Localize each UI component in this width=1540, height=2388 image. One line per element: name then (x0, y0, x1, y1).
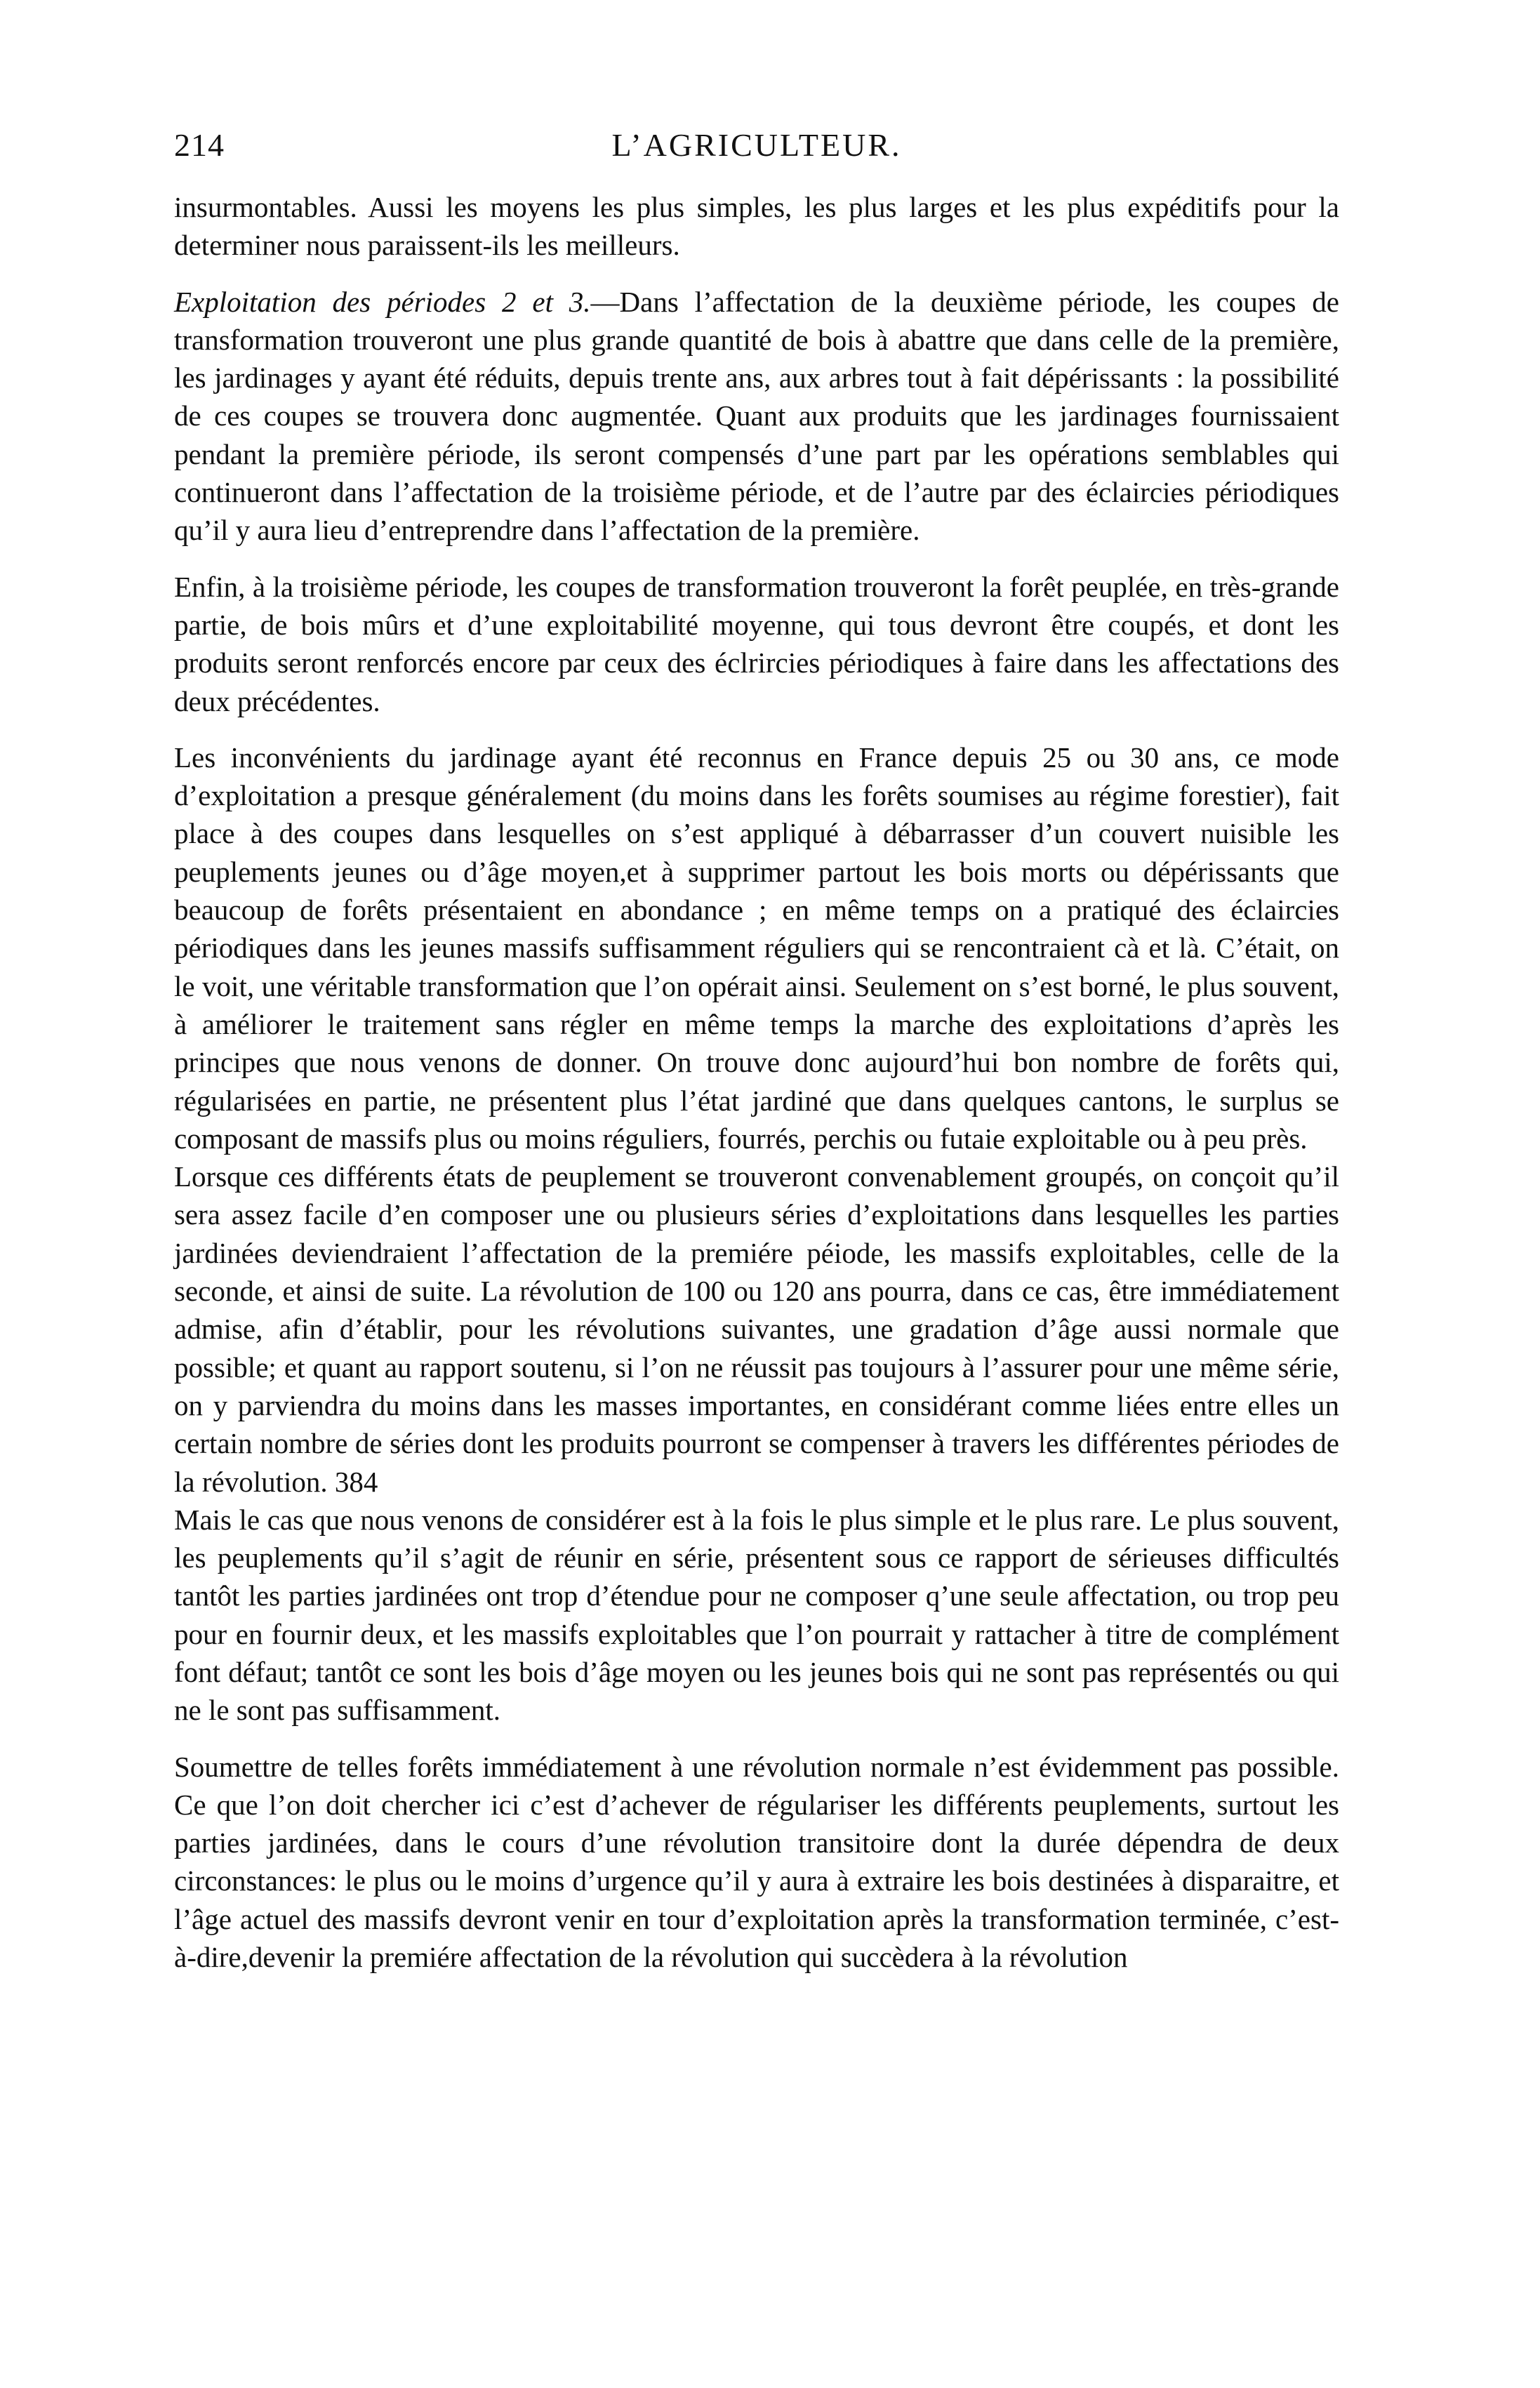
paragraph-6 (174, 1501, 1339, 1730)
paragraph-1 (174, 188, 1339, 265)
paragraph-4-text: Les inconvénients du jardinage ayant été reconnus en France depuis 25 ou 30 ans, ce mode d’exploitation a presque généralement (du moins dans les forêts soumises au régime forestier), fait place à des coupes dans lesquelles on s’est appliqué à débarrasser d’un couvert nuisible les peuplements jeunes ou d’âge moyen,et à supprimer partout les bois morts ou dépérissants que beaucoup de forêts présentaient en abondance ; en même temps on a pratiqué des éclaircies périodiques dans les jeunes massifs suffisamment réguliers qui se rencontraient cà et là. C’était, on le voit, une véritable transformation que l’on opérait ainsi. Seulement on s’est borné, le plus souvent, à améliorer le traitement sans régler en même temps la marche des exploitations d’après les principes que nous venons de donner. On trouve donc aujourd’hui bon nombre de forêts qui, régularisées en partie, ne présentent plus l’état jardiné que dans quelques cantons, le surplus se composant de massifs plus ou moins réguliers, fourrés, perchis ou futaie exploitable ou à peu près. (174, 741, 1339, 1155)
running-title: L’AGRICULTEUR. (611, 127, 902, 163)
page-header (174, 126, 1339, 175)
paragraph-2 (174, 283, 1339, 550)
paragraph-5 (174, 1157, 1339, 1501)
paragraph-3-text: Enfin, à la troisième période, les coupes de transformation trouveront la forêt peuplée, en très-grande partie, de bois mûrs et d’une exploitabilité moyenne, qui tous devront être coupés, et dont les produits seront renforcés encore par ceux des éclrircies périodiques à faire dans les affectations des deux précédentes. (174, 570, 1339, 717)
section-heading: Exploitation des périodes 2 et 3. (174, 285, 591, 318)
paragraph-6-text: Mais le cas que nous venons de considérer est à la fois le plus simple et le plus rare. Le plus souvent, les peuplements qu’il s’agit de réunir en série, présentent sous ce rapport de sérieuses difficultés tantôt les parties jardinées ont trop d’étendue pour ne composer q’une seule affectation, ou trop peu pour en fournir deux, et les massifs exploitables que l’on pourrait y rattacher à titre de complément font défaut; tantôt ce sont les bois d’âge moyen ou les jeunes bois qui ne sont pas représentés ou qui ne le sont pas suffisamment. (174, 1503, 1339, 1727)
paragraph-4 (174, 738, 1339, 1157)
paragraph-1-text: insurmontables. Aussi les moyens les plus simples, les plus larges et les plus expéditifs pour la determiner nous paraissent-ils les meilleurs. (174, 191, 1339, 262)
paragraph-5-text: Lorsque ces différents états de peuplement se trouveront convenablement groupés, on conçoit qu’il sera assez facile d’en composer une ou plusieurs séries d’exploitations dans lesquelles les parties jardinées deviendraient l’affectation de la premiére péiode, les massifs exploitables, celle de la seconde, et ainsi de suite. La révolution de 100 ou 120 ans pourra, dans ce cas, être immédiatement admise, afin d’établir, pour les révolutions suivantes, une gradation d’âge aussi normale que possible; et quant au rapport soutenu, si l’on ne réussit pas toujours à l’assurer pour une même série, on y parviendra du moins dans les masses importantes, en considérant comme liées entre elles un certain nombre de séries dont les produits pourront se compenser à travers les différentes périodes de la révolution. 384 (174, 1160, 1339, 1498)
page-number: 214 (174, 127, 225, 163)
paragraph-2-text: —Dans l’affectation de la deuxième période, les coupes de transformation trouveront une plus grande quantité de bois à abattre que dans celle de la première, les jardinages y ayant été réduits, depuis trente ans, aux arbres tout à fait dépérissants : la possibilité de ces coupes se trouvera donc augmentée. Quant aux produits que les jardinages fournissaient pendant la première période, ils seront compensés d’une part par les opérations semblables qui continueront dans l’affectation de la troisième période, et de l’autre par des éclaircies périodiques qu’il y aura lieu d’entreprendre dans l’affectation de la première. (174, 285, 1339, 547)
paragraph-3 (174, 568, 1339, 720)
body-text (174, 188, 1339, 1976)
paragraph-7 (174, 1748, 1339, 1977)
paragraph-7-text: Soumettre de telles forêts immédiatement à une révolution normale n’est évidemment pas possible. Ce que l’on doit chercher ici c’est d’achever de régulariser les différents peuplements, surtout les parties jardinées, dans le cours d’une révolution transitoire dont la durée dépendra de deux circonstances: le plus ou le moins d’urgence qu’il y aura à extraire les bois destinées à disparaitre, et l’âge actuel des massifs devront venir en tour d’exploitation après la transformation terminée, c’est-à-dire,devenir la premiére affectation de la révolution qui succèdera à la révolution (174, 1750, 1339, 1974)
